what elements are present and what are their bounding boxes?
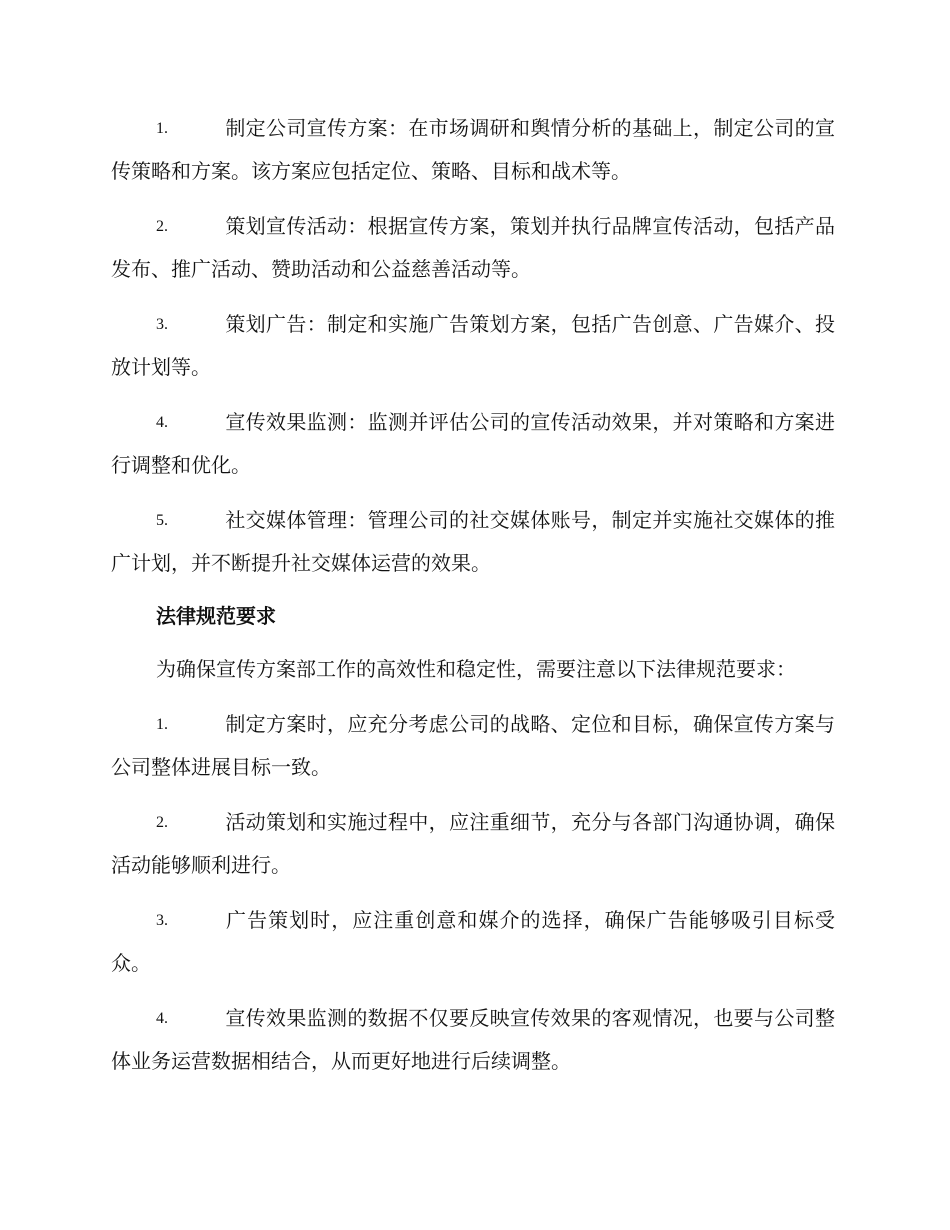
list-item-number: 2. (156, 814, 168, 831)
list-item-text: 宣传效果监测的数据不仅要反映宣传效果的客观情况，也要与公司整体业务运营数据相结合，从而更好地进行后续调整。 (111, 1006, 835, 1073)
list-item (111, 401, 835, 487)
list-item-text: 活动策划和实施过程中，应注重细节，充分与各部门沟通协调，确保活动能够顺利进行。 (111, 810, 835, 877)
section-heading: 法律规范要求 (156, 604, 276, 628)
section-intro: 为确保宣传方案部工作的高效性和稳定性，需要注意以下法律规范要求： (156, 657, 796, 681)
document-body (111, 107, 835, 1095)
list-item-text: 制定公司宣传方案：在市场调研和舆情分析的基础上，制定公司的宣传策略和方案。该方案应包括定位、策略、目标和战术等。 (111, 116, 835, 183)
list-item-number: 4. (156, 414, 168, 431)
list-item (111, 899, 835, 985)
list-item (111, 801, 835, 887)
list-item-text: 广告策划时，应注重创意和媒介的选择，确保广告能够吸引目标受众。 (111, 908, 835, 975)
list-item (111, 997, 835, 1083)
list-item-number: 3. (156, 912, 168, 929)
list-item-text: 社交媒体管理：管理公司的社交媒体账号，制定并实施社交媒体的推广计划，并不断提升社交媒体运营的效果。 (111, 508, 835, 575)
list-item-text: 制定方案时，应充分考虑公司的战略、定位和目标，确保宣传方案与公司整体进展目标一致。 (111, 712, 835, 779)
list-item-number: 4. (156, 1010, 168, 1027)
list-item (111, 703, 835, 789)
list-item-text: 宣传效果监测：监测并评估公司的宣传活动效果，并对策略和方案进行调整和优化。 (111, 410, 835, 477)
list-item-number: 2. (156, 218, 168, 235)
list-item-number: 1. (156, 716, 168, 733)
list-item-number: 3. (156, 316, 168, 333)
list-item-number: 5. (156, 512, 168, 529)
list-item-number: 1. (156, 120, 168, 137)
list-item (111, 107, 835, 193)
list-item (111, 205, 835, 291)
list-item (111, 303, 835, 389)
list-item-text: 策划宣传活动：根据宣传方案，策划并执行品牌宣传活动，包括产品发布、推广活动、赞助活动和公益慈善活动等。 (111, 214, 835, 281)
list-item-text: 策划广告：制定和实施广告策划方案，包括广告创意、广告媒介、投放计划等。 (111, 312, 835, 379)
list-item (111, 499, 835, 585)
